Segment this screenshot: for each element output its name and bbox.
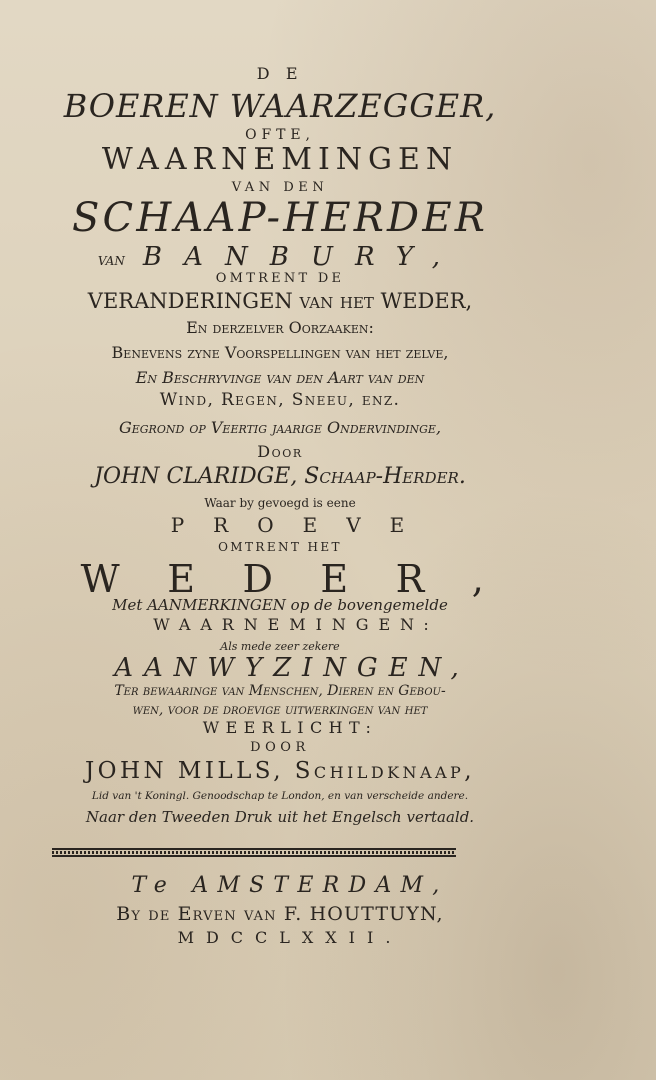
line-van-den: VAN DEN (231, 180, 329, 195)
line-waarnemingen-2: WAARNEMINGEN: (153, 615, 439, 634)
line-oorzaaken: En derzelver Oorzaaken: (186, 318, 374, 337)
line-te-amsterdam: Te AMSTERDAM, (131, 873, 449, 898)
line-ter-bewaaringe: Ter bewaaringe van Menschen, Dieren en Gebou- (114, 683, 446, 699)
line-proeve: PROEVE (170, 513, 434, 537)
line-aanmerkingen: Met AANMERKINGEN op de bovengemelde (112, 596, 448, 614)
line-mills: JOHN MILLS, Schildknaap, (85, 758, 475, 784)
line-weerlicht: WEERLICHT: (202, 718, 378, 737)
line-by-de-erven: By de Erven van F. HOUTTUYN, (116, 903, 444, 925)
line-wen: wen, voor de droevige uitwerkingen van het (132, 702, 428, 718)
line-gegrond: Gegrond op Veertig jaarige Ondervindinge, (118, 418, 442, 437)
line-naar: Naar den Tweeden Druk uit het Engelsch vertaald. (85, 808, 475, 826)
line-claridge (0, 466, 560, 488)
line-waar-by: Waar by gevoegd is eene (204, 496, 356, 510)
line-veranderingen: VERANDERINGEN van het WEDER, (87, 289, 473, 313)
line-omtrent-de: OMTRENT DE (215, 271, 345, 286)
line-schaap-herder: SCHAAP-HERDER (71, 195, 489, 241)
line-lid: Lid van 't Koningl. Genoodschap te London, en van verscheide andere. (91, 790, 469, 802)
line-ofte: OFTE, (245, 127, 315, 143)
line-weder: WEDER, (80, 557, 532, 601)
line-omtrent-het: OMTRENT HET (218, 540, 342, 554)
line-date: MDCCLXXII. (177, 928, 403, 947)
ornamental-rule (52, 848, 456, 857)
line-banbury: BANBURY, (142, 242, 463, 272)
line-wind: Wind, Regen, Sneeu, enz. (159, 390, 401, 410)
line-de: D E (256, 64, 304, 83)
line-waarnemingen: WAARNEMINGEN (101, 142, 459, 177)
line-aanwyzingen: AANWYZINGEN, (114, 653, 470, 683)
line-door-1: Door (257, 442, 303, 461)
line-beschryvinge: En Beschryvinge van den Aart van den (135, 368, 425, 387)
line-van-prefix: VAN (97, 254, 125, 268)
line-banbury-row (0, 244, 560, 270)
line-door-2: DOOR (250, 740, 310, 755)
line-claridge-text: JOHN CLARIDGE, Schaap-Herder. (94, 464, 466, 489)
line-benevens: Benevens zyne Voorspellingen van het zelve, (111, 343, 449, 362)
line-als-mede: Als mede zeer zekere (220, 640, 340, 653)
line-boeren-waarzegger: BOEREN WAARZEGGER, (63, 87, 497, 125)
